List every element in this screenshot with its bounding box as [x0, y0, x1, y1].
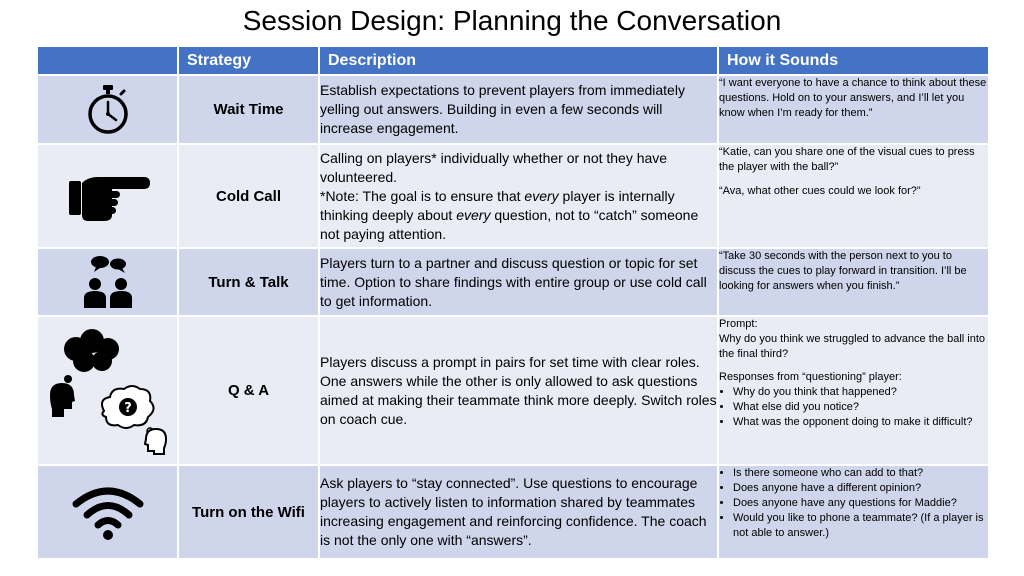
table-row — [37, 316, 989, 465]
header-how-it-sounds: How it Sounds — [718, 46, 989, 75]
strategy-description: Ask players to “stay connected”. Use questions to encourage players to actively listen to information shared by teammates increasing engagement and reinforcing confidence. The coach is not the only one with “answers”. — [319, 465, 718, 559]
strategy-description: Players discuss a prompt in pairs for set time with clear roles. One answers while the other is only allowed to ask questions aimed at making their teammate think more deeply. Switch roles on coach cue. — [319, 316, 718, 465]
header-icon — [37, 46, 178, 75]
note-text: *Note: The goal is to ensure that — [320, 187, 525, 204]
responses-label: Responses from “questioning” player: — [719, 371, 902, 383]
table-row — [37, 248, 989, 316]
example-list — [719, 466, 988, 541]
strategy-name: Wait Time — [178, 75, 319, 144]
strategy-name: Turn on the Wifi — [178, 465, 319, 559]
description-line: Calling on players* individually whether or not they have volunteered. — [320, 149, 668, 185]
note-text: player is internally thinking deeply about — [320, 187, 675, 223]
thinking-heads-icon — [46, 327, 170, 455]
header-description: Description — [319, 46, 718, 75]
icon-cell — [37, 144, 178, 248]
responses-list — [719, 385, 988, 430]
strategy-name: Q & A — [178, 316, 319, 465]
list-item: • Does anyone have a different opinion? — [733, 481, 988, 496]
strategy-example — [718, 465, 989, 559]
strategy-description: Players turn to a partner and discuss question or topic for set time. Option to share findings with entire group or use cold call to get information. — [319, 248, 718, 316]
slide-title: Session Design: Planning the Conversation — [242, 5, 782, 36]
table-row — [37, 75, 989, 144]
list-item: • Would you like to phone a teammate? (If a player is not able to answer.) — [733, 511, 988, 541]
list-item: • What else did you notice? — [733, 400, 988, 415]
strategy-example — [718, 75, 989, 144]
strategy-table — [36, 45, 990, 560]
strategy-name: Cold Call — [178, 144, 319, 248]
people-talking-icon — [80, 254, 136, 310]
strategy-example — [718, 144, 989, 248]
icon-cell — [37, 248, 178, 316]
list-item: • Why do you think that happened? — [733, 385, 988, 400]
svg-text:?: ? — [123, 400, 132, 416]
table-header-row — [37, 46, 989, 75]
description-note — [320, 187, 717, 244]
list-item: • Is there someone who can add to that? — [733, 466, 988, 481]
table-row — [37, 465, 989, 559]
note-text: question, not to “catch” someone not paying attention. — [320, 206, 699, 242]
strategy-description — [319, 144, 718, 248]
example-quote: “Ava, what other cues could we look for?” — [719, 185, 921, 197]
header-strategy: Strategy — [178, 46, 319, 75]
wifi-icon — [72, 484, 144, 540]
stopwatch-icon — [84, 84, 132, 136]
strategy-description: Establish expectations to prevent players from immediately yelling out answers. Building in even a few seconds will increase engagement. — [319, 75, 718, 144]
example-quote: “Katie, can you share one of the visual cues to press the player with the ball?” — [719, 146, 975, 173]
prompt-label: Prompt: — [719, 318, 758, 330]
example-quote: “Take 30 seconds with the person next to you to discuss the cues to play forward in transition. I’ll be looking for answers when you finish.” — [719, 250, 967, 292]
example-quote: “I want everyone to have a chance to think about these questions. Hold on to your answers, and I’ll let you know when I’m ready for them.” — [719, 77, 987, 119]
strategy-example — [718, 316, 989, 465]
icon-cell — [37, 465, 178, 559]
list-item: • What was the opponent doing to make it difficult? — [733, 415, 988, 430]
icon-cell — [37, 316, 178, 465]
note-emphasis: every — [524, 187, 559, 204]
strategy-example — [718, 248, 989, 316]
strategy-name: Turn & Talk — [178, 248, 319, 316]
list-item: • Does anyone have any questions for Maddie? — [733, 496, 988, 511]
table-row — [37, 144, 989, 248]
note-emphasis: every — [456, 206, 491, 223]
icon-cell — [37, 75, 178, 144]
prompt-text: Why do you think we struggled to advance the ball into the final third? — [719, 333, 985, 360]
pointing-hand-icon — [66, 169, 150, 223]
